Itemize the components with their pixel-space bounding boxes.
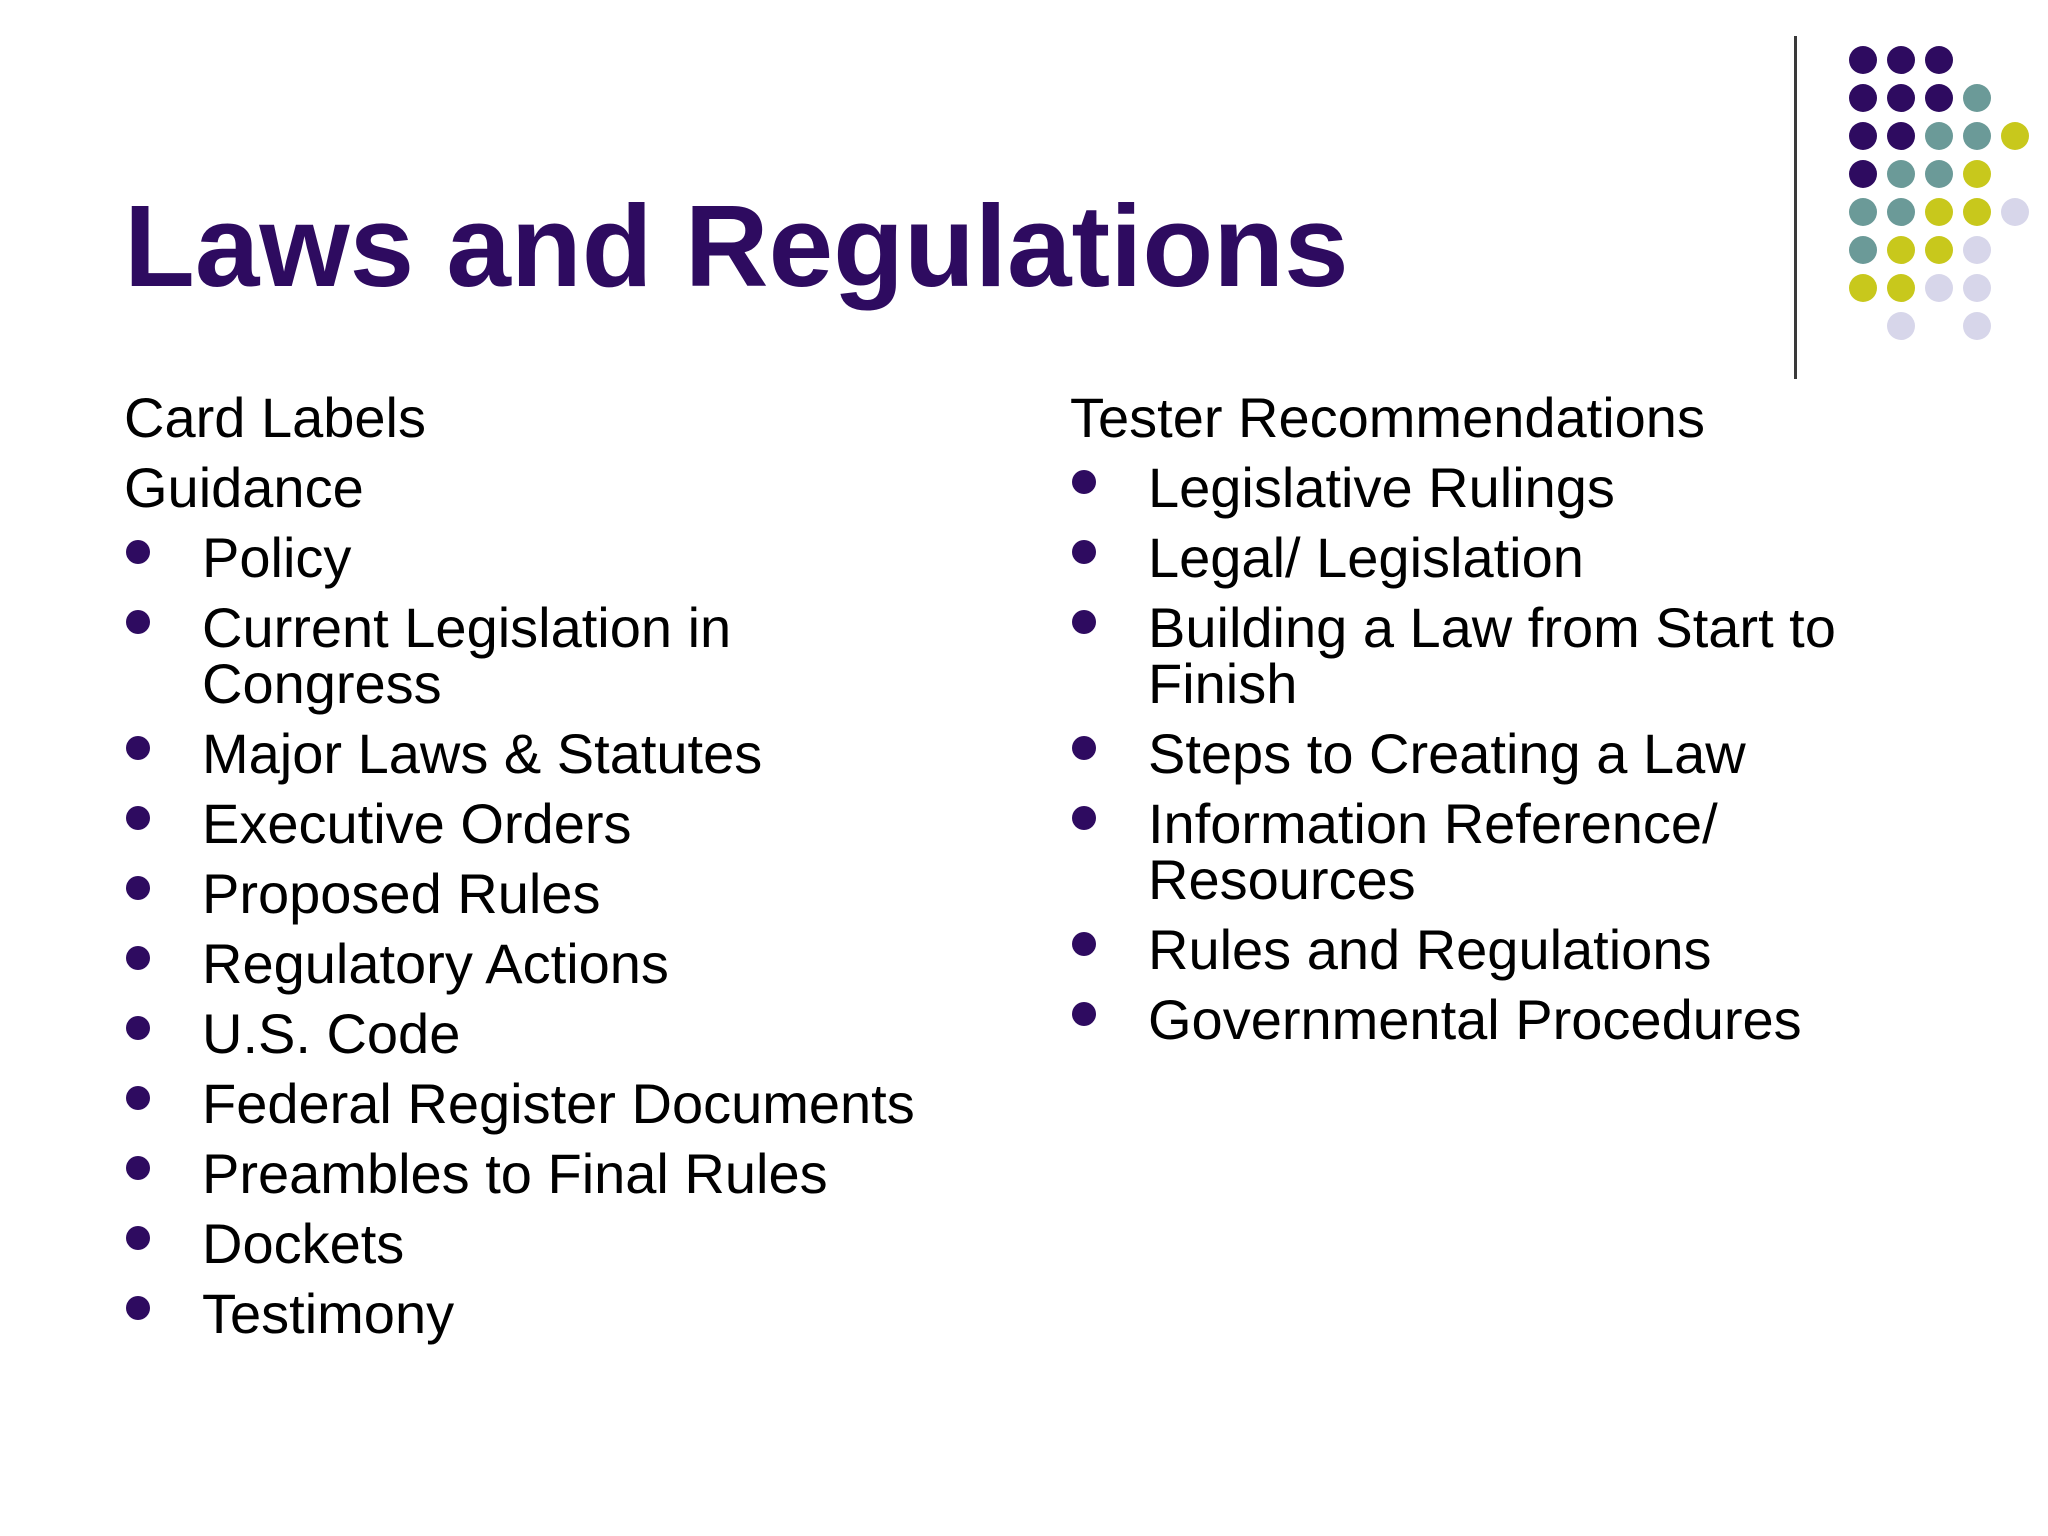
list-item-text: U.S. Code bbox=[202, 1002, 461, 1065]
decorative-dot bbox=[1925, 84, 1953, 112]
decorative-dot bbox=[1925, 122, 1953, 150]
bullet-icon bbox=[1072, 736, 1096, 760]
decorative-dot bbox=[2001, 198, 2029, 226]
bullet-icon bbox=[1072, 1002, 1096, 1026]
list-item bbox=[1070, 596, 1970, 715]
list-item-text: Testimony bbox=[202, 1282, 455, 1345]
list-item-text: Rules and Regulations bbox=[1148, 918, 1712, 981]
list-item-text: Legal/ Legislation bbox=[1148, 526, 1584, 589]
list-item bbox=[124, 596, 1024, 715]
list-item-text: Major Laws & Statutes bbox=[202, 722, 763, 785]
list-item bbox=[1070, 456, 1970, 519]
decorative-dot bbox=[1887, 274, 1915, 302]
decorative-dot bbox=[1887, 46, 1915, 74]
decorative-dot bbox=[1887, 160, 1915, 188]
guidance-list bbox=[124, 526, 1024, 1345]
list-item bbox=[124, 1072, 1024, 1135]
bullet-icon bbox=[1072, 470, 1096, 494]
decorative-dot bbox=[1963, 160, 1991, 188]
bullet-icon bbox=[1072, 610, 1096, 634]
list-item-text: Preambles to Final Rules bbox=[202, 1142, 828, 1205]
list-item-text: Steps to Creating a Law bbox=[1148, 722, 1746, 785]
decorative-dot bbox=[1925, 198, 1953, 226]
left-column bbox=[124, 386, 1024, 1356]
decorative-dot bbox=[1887, 312, 1915, 340]
decorative-dot bbox=[1963, 122, 1991, 150]
decorative-dot bbox=[1887, 198, 1915, 226]
bullet-icon bbox=[126, 1296, 150, 1320]
bullet-icon bbox=[126, 1016, 150, 1040]
bullet-icon bbox=[1072, 540, 1096, 564]
list-item-text: Federal Register Documents bbox=[202, 1072, 915, 1135]
list-item bbox=[124, 722, 1024, 785]
decorative-dot bbox=[1887, 236, 1915, 264]
list-item-text: Governmental Procedures bbox=[1148, 988, 1802, 1051]
list-item bbox=[1070, 526, 1970, 589]
decorative-dot bbox=[1963, 198, 1991, 226]
decorative-dot bbox=[1849, 236, 1877, 264]
slide-title: Laws and Regulations bbox=[124, 181, 1349, 311]
list-item bbox=[124, 1142, 1024, 1205]
list-item-text: Proposed Rules bbox=[202, 862, 601, 925]
list-item bbox=[1070, 918, 1970, 981]
bullet-icon bbox=[126, 876, 150, 900]
list-item bbox=[1070, 792, 1970, 911]
bullet-icon bbox=[126, 946, 150, 970]
bullet-icon bbox=[126, 806, 150, 830]
tester-recommendations-heading: Tester Recommendations bbox=[1070, 386, 1705, 449]
decorative-dot-grid bbox=[0, 0, 2048, 400]
recommendations-list bbox=[1070, 456, 1970, 1051]
list-item bbox=[124, 862, 1024, 925]
decorative-dot bbox=[1963, 84, 1991, 112]
bullet-icon bbox=[1072, 806, 1096, 830]
decorative-dot bbox=[1963, 236, 1991, 264]
bullet-icon bbox=[126, 1156, 150, 1180]
decorative-dot bbox=[1925, 236, 1953, 264]
decorative-dot bbox=[1963, 274, 1991, 302]
bullet-icon bbox=[126, 540, 150, 564]
bullet-icon bbox=[1072, 932, 1096, 956]
list-item bbox=[1070, 988, 1970, 1051]
list-item-text: Building a Law from Start to Finish bbox=[1148, 596, 1836, 715]
list-item bbox=[124, 1282, 1024, 1345]
list-item bbox=[124, 792, 1024, 855]
decorative-dot bbox=[1925, 274, 1953, 302]
decorative-dot bbox=[1849, 274, 1877, 302]
list-item-text: Dockets bbox=[202, 1212, 405, 1275]
list-item bbox=[1070, 722, 1970, 785]
list-item-text: Information Reference/ Resources bbox=[1148, 792, 1718, 911]
bullet-icon bbox=[126, 610, 150, 634]
card-labels-heading: Card Labels bbox=[124, 386, 426, 449]
decorative-dot bbox=[1849, 160, 1877, 188]
list-item bbox=[124, 526, 1024, 589]
list-item bbox=[124, 1212, 1024, 1275]
decorative-dot bbox=[1963, 312, 1991, 340]
right-column bbox=[1070, 386, 1970, 1062]
decorative-dot bbox=[1849, 84, 1877, 112]
list-item-text: Policy bbox=[202, 526, 352, 589]
guidance-heading: Guidance bbox=[124, 456, 364, 519]
list-item-text: Legislative Rulings bbox=[1148, 456, 1615, 519]
decorative-dot bbox=[1849, 122, 1877, 150]
decorative-dot bbox=[1887, 122, 1915, 150]
decorative-dot bbox=[1849, 198, 1877, 226]
decorative-dot bbox=[1925, 160, 1953, 188]
bullet-icon bbox=[126, 1226, 150, 1250]
decorative-dot bbox=[1925, 46, 1953, 74]
list-item-text: Current Legislation in Congress bbox=[202, 596, 732, 715]
bullet-icon bbox=[126, 1086, 150, 1110]
decorative-dot bbox=[2001, 122, 2029, 150]
decorative-dot bbox=[1887, 84, 1915, 112]
list-item-text: Regulatory Actions bbox=[202, 932, 669, 995]
list-item-text: Executive Orders bbox=[202, 792, 632, 855]
list-item bbox=[124, 932, 1024, 995]
bullet-icon bbox=[126, 736, 150, 760]
decorative-dot bbox=[1849, 46, 1877, 74]
list-item bbox=[124, 1002, 1024, 1065]
